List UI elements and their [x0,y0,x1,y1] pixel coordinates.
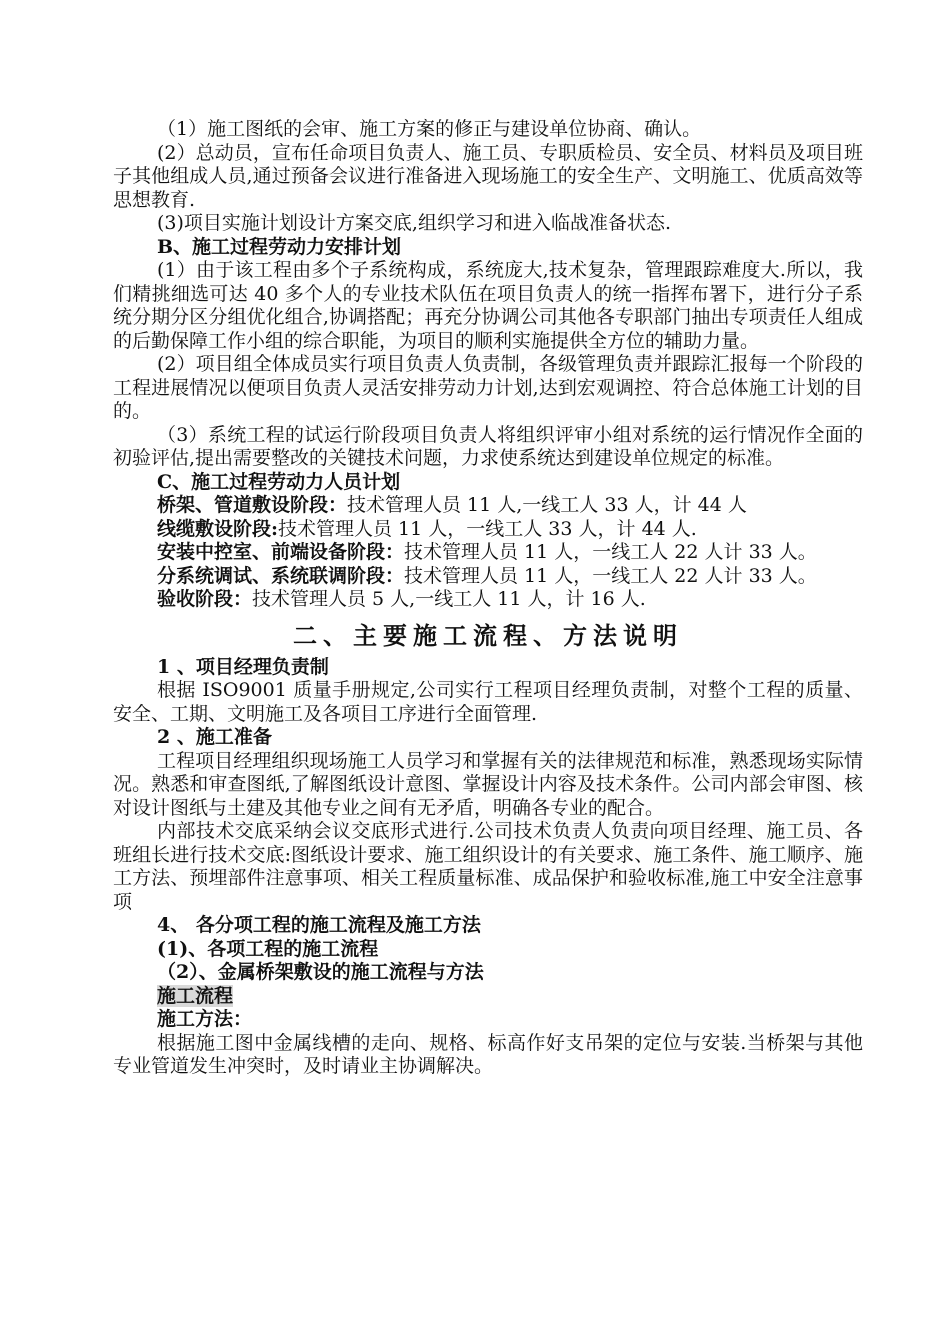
heading-preparation: 2 、施工准备 [157,726,272,748]
labor-item-label: 线缆敷设阶段: [157,517,279,540]
paragraph-team-composition: (1）由于该工程由多个子系统构成，系统庞大,技术复杂，管理跟踪难度大.所以，我们精挑细选可达 40 多个人的专业技术队伍在项目负责人的统一指挥布署下，进行分子系统分期分区分组优化组合,协调搭配；再充分协调公司其他各专职部门抽出专项责任人组成的后勤保障工作小组的综合职能，为项目的顺利实施提供全方位的辅助力量。 [113,259,863,352]
labor-item-label: 桥架、管道敷设阶段： [157,494,348,516]
labor-item [113,588,863,612]
paragraph-plan-briefing: (3)项目实施计划设计方案交底,组织学习和进入临战准备状态. [157,212,671,234]
paragraph-technical-briefing: 内部技术交底采纳会议交底形式进行.公司技术负责人负责向项目经理、施工员、各班组长进行技术交底:图纸设计要求、施工组织设计的有关要求、施工条件、施工顺序、施工方法、预埋部件注意事项、相关工程质量标准、成品保护和验收标准,施工中安全注意事项 [113,820,863,913]
paragraph-responsibility-system: (2）项目组全体成员实行项目负责人负责制，各级管理负责并跟踪汇报每一个阶段的工程进展情况以便项目负责人灵活安排劳动力计划,达到宏观调控、符合总体施工计划的目的。 [113,353,863,422]
section-title: 二、主要施工流程、方法说明 [293,620,683,650]
labor-item [113,541,863,565]
paragraph-tray-installation: 根据施工图中金属线槽的走向、规格、标高作好支吊架的定位与安装.当桥架与其他专业管道发生冲突时，及时请业主协调解决。 [113,1031,863,1077]
labor-item-text: 技术管理人员 11 人，一线工人 22 人计 33 人。 [404,564,817,587]
heading-construction-flow: (1)、各项工程的施工流程 [157,937,379,960]
labor-item [113,494,863,518]
labor-item-label: 验收阶段： [157,588,253,610]
heading-subitem-flow: 4、 各分项工程的施工流程及施工方法 [157,914,481,936]
label-construction-flow [113,985,863,1009]
paragraph-trial-run: （3）系统工程的试运行阶段项目负责人将组织评审小组对系统的运行情况作全面的初验评估,提出需要整改的关键技术问题，力求使系统达到建设单位规定的标准。 [113,423,863,469]
paragraph-drawing-review: （1）施工图纸的会审、施工方案的修正与建设单位协商、确认。 [157,118,702,140]
heading-labor-plan: C、施工过程劳动力人员计划 [157,470,401,493]
document-body [113,118,863,1079]
paragraph-iso9001: 根据 ISO9001 质量手册规定,公司实行工程项目经理负责制，对整个工程的质量、安全、工期、文明施工及各项目工序进行全面管理. [113,679,863,725]
labor-item-text: 技术管理人员 11 人,一线工人 33 人，计 44 人 [347,494,747,516]
paragraph-preparation: 工程项目经理组织现场施工人员学习和掌握有关的法律规范和标准，熟悉现场实际情况。熟悉和审查图纸,了解图纸设计意图、掌握设计内容及技术条件。公司内部会审图、核对设计图纸与土建及其他专业之间有无矛盾，明确各专业的配合。 [113,749,863,819]
label-construction-method: 施工方法： [157,1008,253,1030]
labor-item [113,518,863,542]
labor-item-text: 技术管理人员 11 人，一线工人 22 人计 33 人。 [404,541,817,563]
labor-item-text: 技术管理人员 5 人,一线工人 11 人，计 16 人. [252,588,646,610]
heading-cable-tray: （2）、金属桥架敷设的施工流程与方法 [157,961,484,983]
paragraph-mobilization: (2）总动员，宣布任命项目负责人、施工员、专职质检员、安全员、材料员及项目班子其他组成人员,通过预备会议进行准备进入现场施工的安全生产、文明施工、优质高效等思想教育. [113,141,863,211]
labor-item-text: 技术管理人员 11 人，一线工人 33 人，计 44 人. [278,517,697,540]
heading-project-manager: 1 、项目经理负责制 [157,655,329,678]
highlighted-flow-label: 施工流程 [157,984,234,1007]
labor-item [113,565,863,589]
labor-item-label: 安装中控室、前端设备阶段： [157,541,405,563]
heading-labor-arrangement: B、施工过程劳动力安排计划 [157,235,402,258]
labor-item-label: 分系统调试、系统联调阶段： [157,564,405,587]
